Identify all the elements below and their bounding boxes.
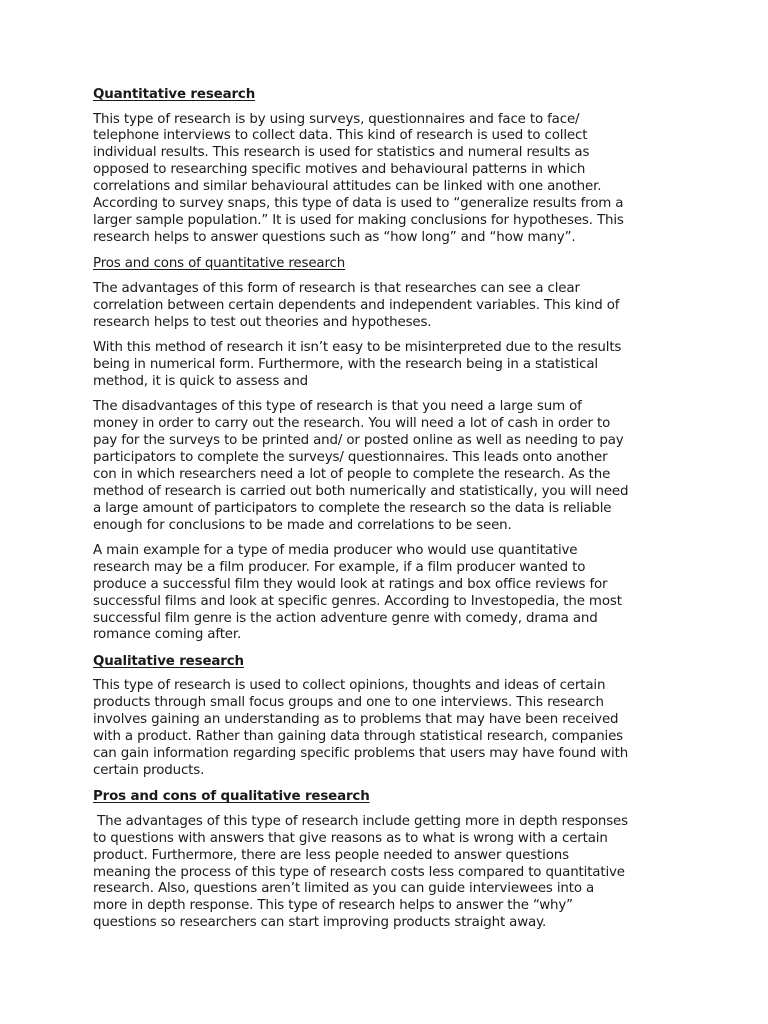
paragraph-qualitative-intro: This type of research is used to collect opinions, thoughts and ideas of certain products through small focus groups and one to one interviews. This research involves gaining an understanding as to problems that may have been received with a product. Rather than gaining data through statistical research, companies can gain information regarding specific problems that users may have found with certain products. xyxy=(93,678,629,778)
paragraph-quantitative-advantages: The advantages of this form of research is that researches can see a clear correlation between certain dependents and independent variables. This kind of research helps to test out theories and hypotheses. xyxy=(93,280,620,330)
heading-qualitative-research: Qualitative research xyxy=(93,653,244,669)
document-page xyxy=(93,86,683,941)
paragraph-quantitative-misinterpretation: With this method of research it isn’t easy to be misinterpreted due to the results being in numerical form. Furthermore, with the research being in a statistical method, it is quick to assess and xyxy=(93,339,622,389)
paragraph-film-producer-example: A main example for a type of media producer who would use quantitative research may be a film producer. For example, if a film producer wanted to produce a successful film they would look at ratings and box office reviews for successful films and look at specific genres. According to Investopedia, the most successful film genre is the action adventure genre with comedy, drama and romance coming after. xyxy=(93,542,622,643)
heading-pros-cons-qualitative: Pros and cons of qualitative research xyxy=(93,789,370,805)
paragraph-quantitative-intro: This type of research is by using surveys, questionnaires and face to face/ telephone interviews to collect data. This kind of research is used to collect individual results. This research is used for statistics and numeral results as opposed to researching specific motives and behavioural patterns in which correlations and similar behavioural attitudes can be linked with one another. According to survey snaps, this type of data is used to “generalize results from a larger sample population.” It is used for making conclusions for hypotheses. This research helps to answer questions such as “how long” and “how many”. xyxy=(93,111,624,245)
paragraph-qualitative-advantages: The advantages of this type of research include getting more in depth responses to questions with answers that give reasons as to what is wrong with a certain product. Furthermore, there are less people needed to answer questions meaning the process of this type of research costs less compared to quantitative research. Also, questions aren’t limited as you can guide interviewees into a more in depth response. This type of research helps to answer the “why” questions so researchers can start improving products straight away. xyxy=(93,813,628,931)
heading-quantitative-research: Quantitative research xyxy=(93,87,256,102)
paragraph-quantitative-disadvantages: The disadvantages of this type of research is that you need a large sum of money in order to carry out the research. You will need a lot of cash in order to pay for the surveys to be printed and/ or posted online as well as needing to pay participators to complete the surveys/ questionnaires. This leads onto another con in which researchers need a lot of people to complete the research. As the method of research is carried out both numerically and statistically, you will need a large amount of participators to complete the research so the data is reliable enough for conclusions to be made and correlations to be seen. xyxy=(93,399,629,533)
heading-pros-cons-quantitative: Pros and cons of quantitative research xyxy=(93,256,346,272)
